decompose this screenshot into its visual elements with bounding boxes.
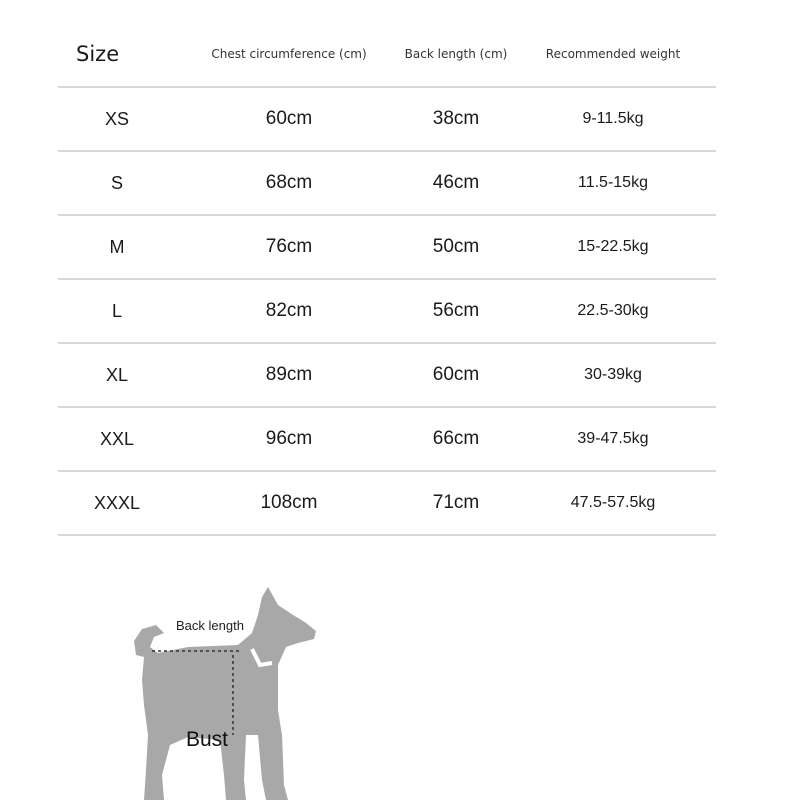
- size-chart-table: [58, 22, 716, 536]
- table-row: [58, 152, 716, 216]
- table-row: [58, 344, 716, 408]
- header-weight: Recommended weight: [545, 47, 681, 61]
- cell-size: M: [109, 236, 125, 257]
- cell-back: 60cm: [432, 364, 480, 385]
- cell-weight: 30-39kg: [584, 366, 642, 383]
- cell-back: 66cm: [432, 428, 480, 449]
- dog-measurement-diagram: [128, 585, 328, 800]
- cell-back: 50cm: [432, 236, 480, 257]
- cell-weight: 15-22.5kg: [577, 238, 649, 255]
- cell-size: S: [110, 172, 123, 193]
- cell-weight: 11.5-15kg: [578, 174, 648, 191]
- cell-chest: 76cm: [265, 236, 313, 257]
- cell-chest: 68cm: [265, 172, 313, 193]
- cell-chest: 108cm: [260, 492, 318, 513]
- header-back-length: Back length (cm): [404, 47, 508, 61]
- cell-size: L: [111, 300, 122, 321]
- cell-chest: 82cm: [265, 300, 313, 321]
- cell-chest: 96cm: [265, 428, 313, 449]
- cell-chest: 89cm: [265, 364, 313, 385]
- cell-back: 56cm: [432, 300, 480, 321]
- cell-back: 46cm: [432, 172, 480, 193]
- table-row: [58, 408, 716, 472]
- cell-chest: 60cm: [265, 108, 313, 129]
- cell-size: XXXL: [93, 492, 141, 513]
- cell-weight: 39-47.5kg: [577, 430, 649, 447]
- table-row: [58, 472, 716, 536]
- cell-weight: 22.5-30kg: [577, 302, 649, 319]
- table-row: [58, 280, 716, 344]
- cell-back: 38cm: [432, 108, 480, 129]
- table-header: [58, 22, 716, 88]
- cell-size: XS: [104, 108, 129, 129]
- header-size: Size: [76, 42, 120, 66]
- bust-label: Bust: [186, 728, 229, 751]
- cell-size: XXL: [99, 428, 135, 449]
- cell-weight: 9-11.5kg: [582, 110, 644, 127]
- cell-back: 71cm: [432, 492, 480, 513]
- back-length-label: Back length: [176, 618, 244, 633]
- header-chest: Chest circumference (cm): [211, 47, 367, 61]
- table-row: [58, 88, 716, 152]
- cell-size: XL: [105, 364, 129, 385]
- cell-weight: 47.5-57.5kg: [570, 494, 656, 511]
- table-row: [58, 216, 716, 280]
